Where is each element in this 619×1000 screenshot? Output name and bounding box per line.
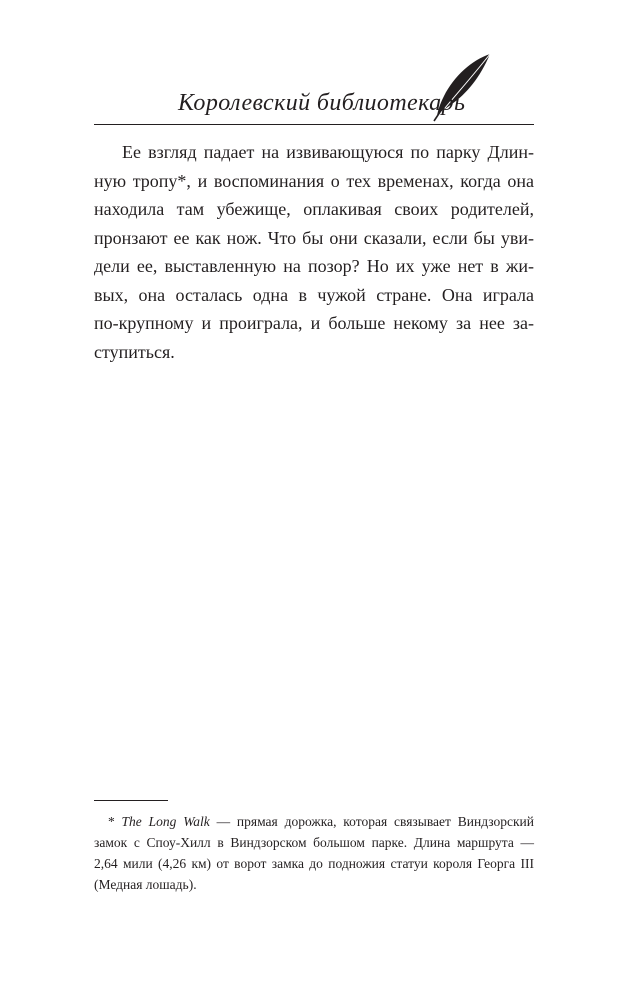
running-head — [94, 52, 534, 132]
footnote-marker: * — [108, 814, 115, 829]
footnote-line: замок с Споу-Хилл в Виндзорском большом парке. Длина маршрута — — [94, 835, 534, 850]
text-line: Ее взгляд падает на извивающуюся по парку Длин- — [122, 142, 534, 162]
text-line: дели ее, выставленную на позор? Но их уже нет в жи- — [94, 256, 534, 276]
text-line: вых, она осталась одна в чужой стране. Она играла — [94, 284, 534, 305]
main-paragraph — [94, 138, 534, 366]
running-head-title: Королевский библиотекарь — [178, 90, 466, 116]
text-line: по-крупному и проиграла, и больше некому за нее за- — [94, 313, 534, 333]
footnote-line: 2,64 мили (4,26 км) от ворот замка до подножия статуи короля Георга III — [94, 856, 534, 871]
text-line: находила там убежище, оплакивая своих родителей, — [94, 199, 534, 219]
text-line: ную тропу*, и воспоминания о тех временах, когда она — [94, 170, 534, 191]
footnote-line — [94, 811, 534, 832]
footnote-line: (Медная лошадь). — [94, 877, 197, 892]
footnote-title: The Long Walk — [121, 814, 210, 829]
text-line: ступиться. — [94, 341, 175, 362]
footnote-rule — [94, 800, 168, 801]
running-head-rule — [94, 124, 534, 125]
text-line: пронзают ее как нож. Что бы они сказали, если бы уви- — [94, 227, 534, 248]
footnote — [94, 800, 534, 895]
footnote-text: — прямая дорожка, которая связывает Виндзорский — [209, 814, 534, 829]
